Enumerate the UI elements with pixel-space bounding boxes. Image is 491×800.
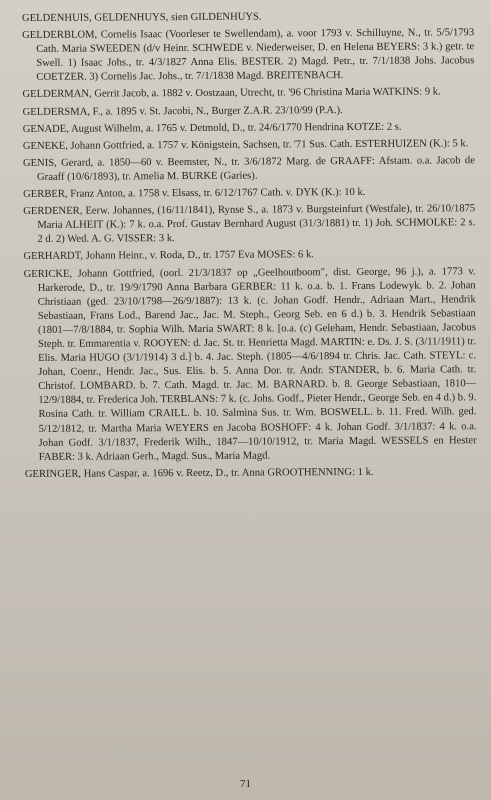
page-number: 71: [240, 778, 251, 790]
entry-gerhardt: GERHARDT, Johann Heinr., v. Roda, D., tr. 1757 Eva MOSES: 6 k.: [23, 249, 314, 263]
entry-gerdener: GERDENER, Eerw. Johannes, (16/11/1841), Rynse S., a. 1873 v. Burgsteinfurt (Westfale), tr. 26/10/1875 Maria ALHEIT (K.): 7 k. o.a. Prof. Gustav Bernhard August (31/3/1881) tr. 1) Joh. SCHMOLKE: 2 s. 2 d. 2) Wed. A. G. VISSER: 3 k.: [23, 203, 476, 246]
entry-gelderblom: GELDERBLOM, Cornelis Isaac (Voorleser te Swellendam), a. voor 1793 v. Schilluyne, N., tr. 5/5/1793 Cath. Maria SWEEDEN (d/v Heinr. SCHWEDE v. Niederweiser, D. en Helena BEYERS: 3 k.) getr. te Swell. 1) Isaac Johs., tr. 4/3/1827 Anna Elis. BESTER. 2) Magd. Petr., tr. 7/1/1838 Johs. Jacobus COETZER. 3) Cornelis Jac. Johs., tr. 7/1/1838 Magd. BREITENBACH.: [22, 27, 475, 84]
entry-genis: GENIS, Gerard, a. 1850—60 v. Beemster, N., tr. 3/6/1872 Marg. de GRAAFF: Afstam. o.a. Jacob de Graaff (10/6/1893), tr. Amelia M. BURKE (Garies).: [22, 155, 475, 183]
entry-gerber: GERBER, Franz Anton, a. 1758 v. Elsass, tr. 6/12/1767 Cath. v. DYK (K.): 10 k.: [23, 186, 366, 201]
entry-geringer: GERINGER, Hans Caspar, a. 1696 v. Reetz, D., tr. Anna GROOTHENNING: 1 k.: [24, 466, 374, 480]
entry-gericke: GERICKE, Johann Gottfried, (oorl. 21/3/1837 op „Geelhoutboom", dist. George, 96 j.), a. 1773 v. Harkerode, D., tr. 19/9/1790 Anna Barbara GERBER: 11 k. o.a. b. 1. Frans Lodewyk. b. 2. Johan Christiaan (ged. 23/10/1798—26/9/1887): 13 k. (c. Johan Godf. Hendr., Adriaan Mart., Hendrik Sebastiaan, Frans Lod., Barend Jac., Jac. M. Steph., Georg Seb. en 6 d.) b. 3. Hendrik Sebastiaan (1801—7/8/1884, tr. Sophia Wilh. Maria SWART: 8 k. [o.a. (c) Geleham, Hendr. Sebastiaan, Jacobus Steph. tr. Emmarentia v. ROOYEN: d. Jac. St. tr. Henrietta Magd. MARTIN: e. Ds. J. S. (3/11/1911) tr. Elis. Maria HUGO (3/1/1914) 3 d.] b. 4. Jac. Steph. (1805—4/6/1894 tr. Chris. Jac. Cath. STEYL: c. Johan, Coenr., Hendr. Jac., Sus. Elis. b. 5. Anna Dor. tr. Andr. STANDER, b. 6. Maria Cath. tr. Christof. LOMBARD. b. 7. Cath. Magd. tr. Jac. M. BARNARD. b. 8. George Sebastiaan, 1810—12/9/1884, tr. Frederica Joh. TERBLANS: 7 k. (c. Johs. Godf., Pieter Hendr., George Seb. en 4 d.) b. 9. Rosina Cath. tr. William CRAILL. b. 10. Salmina Sus. tr. Wm. BOSWELL. b. 11. Fred. Wilh. ged. 5/12/1812, tr. Martha Maria WEYERS en Jacoba BOSHOFF: 4 k. Johan Godf. 3/1/1837: 4 k. o.a. Johan Godf. 3/1/1837, Frederik Wilh., 1847—10/10/1912, tr. Maria Magd. WESSELS en Hester FABER: 3 k. Adriaan Gerh., Magd. Sus., Maria Magd.: [23, 265, 477, 463]
genealogy-entries: [22, 9, 477, 485]
entry-geneke: GENEKE, Johann Gottfried, a. 1757 v. Königstein, Sachsen, tr. '71 Sus. Cath. ESTERHUIZEN (K.): 5 k.: [22, 138, 469, 152]
entry-gelderman: GELDERMAN, Gerrit Jacob, a. 1882 v. Oostzaan, Utrecht, tr. '96 Christina Maria WATKINS: 9 k.: [22, 86, 441, 101]
entry-geldersma: GELDERSMA, F., a. 1895 v. St. Jacobi, N., Burger Z.A.R. 23/10/99 (P.A.).: [22, 104, 343, 118]
entry-genade: GENADE, August Wilhelm, a. 1765 v. Detmold, D., tr. 24/6/1770 Hendrina KOTZE: 2 s.: [22, 121, 402, 135]
entry-geldenhuis: GELDENHUIS, GELDENHUYS, sien GILDENHUYS.: [22, 11, 262, 24]
